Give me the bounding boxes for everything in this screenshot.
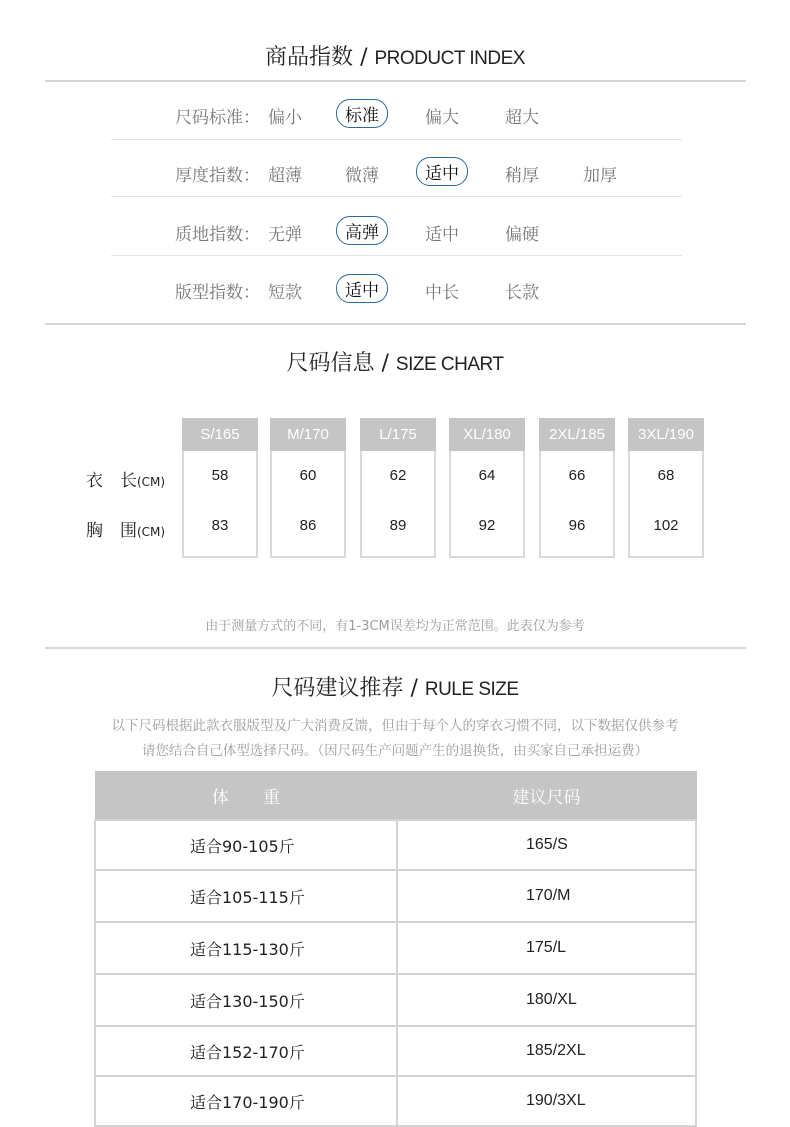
size-cell: 89 xyxy=(389,517,407,534)
index-option: 超大 xyxy=(505,108,539,128)
rule-size-description-line2: 请您结合自己体型选择尺码。（因尺码生产问题产生的退换货，由买家自己承担运费） xyxy=(141,743,649,759)
rule-size-description-line1: 以下尺码根据此款衣服版型及广大消费反馈，但由于每个人的穿衣习惯不同，以下数据仅供参考 xyxy=(111,718,679,734)
size-row-label xyxy=(86,466,165,491)
recommended-size-cell: 170/M xyxy=(397,870,696,922)
product-index-title-en: PRODUCT INDEX xyxy=(374,48,525,69)
index-option: 偏小 xyxy=(268,108,302,128)
index-option: 适中 xyxy=(425,225,459,245)
size-column-header: M/170 xyxy=(270,418,346,451)
size-cell: 92 xyxy=(478,517,496,534)
index-option-selected: 适中 xyxy=(336,274,388,303)
index-row-label: 尺码标准： xyxy=(175,108,260,128)
index-option: 中长 xyxy=(425,283,459,303)
size-cell: 102 xyxy=(653,517,679,534)
index-option: 偏硬 xyxy=(505,225,539,245)
row-divider xyxy=(111,255,682,256)
size-cell: 68 xyxy=(657,467,675,484)
index-row-label: 厚度指数： xyxy=(175,166,260,186)
size-chart-title-en: SIZE CHART xyxy=(395,354,504,375)
index-row-label: 质地指数： xyxy=(175,225,260,245)
size-row-name: 衣 长 xyxy=(86,471,137,491)
divider xyxy=(45,323,746,325)
product-index-title-cn: 商品指数 xyxy=(265,45,354,70)
row-divider xyxy=(111,196,682,197)
index-option-selected: 适中 xyxy=(416,157,468,186)
size-cell: 66 xyxy=(568,467,586,484)
table-row xyxy=(95,870,696,922)
size-row-name: 胸 围 xyxy=(86,521,137,541)
recommended-size-cell: 165/S xyxy=(397,820,696,870)
size-column-header: S/165 xyxy=(182,418,258,451)
size-column-header: 3XL/190 xyxy=(628,418,704,451)
size-cell: 96 xyxy=(568,517,586,534)
index-option: 超薄 xyxy=(268,166,302,186)
table-row xyxy=(95,922,696,974)
weight-header: 体 重 xyxy=(95,772,397,821)
row-divider xyxy=(111,139,682,140)
table-row xyxy=(95,1026,696,1076)
weight-cell: 适合130-150斤 xyxy=(95,974,397,1026)
weight-cell: 适合105-115斤 xyxy=(95,870,397,922)
size-cell: 62 xyxy=(389,467,407,484)
index-option: 无弹 xyxy=(268,225,302,245)
table-row xyxy=(95,1076,696,1126)
size-column-header: L/175 xyxy=(360,418,436,451)
index-option: 短款 xyxy=(268,283,302,303)
weight-cell: 适合115-130斤 xyxy=(95,922,397,974)
index-option-selected: 高弹 xyxy=(336,216,388,245)
size-column-header: 2XL/185 xyxy=(539,418,615,451)
size-cell: 86 xyxy=(299,517,317,534)
index-option: 偏大 xyxy=(425,108,459,128)
product-index-title xyxy=(0,40,790,71)
title-separator: / xyxy=(410,676,418,701)
recommended-size-header: 建议尺码 xyxy=(397,772,696,821)
size-row-unit: (CM) xyxy=(137,475,166,489)
index-option: 加厚 xyxy=(583,166,617,186)
size-column-header: XL/180 xyxy=(449,418,525,451)
index-option: 微薄 xyxy=(345,166,379,186)
size-cell: 58 xyxy=(211,467,229,484)
rule-size-title-en: RULE SIZE xyxy=(424,679,519,700)
size-cell: 60 xyxy=(299,467,317,484)
measurement-note: 由于测量方式的不同，有1-3CM误差均为正常范围。此表仅为参考 xyxy=(205,619,585,634)
table-row xyxy=(95,974,696,1026)
recommended-size-cell: 180/XL xyxy=(397,974,696,1026)
weight-cell: 适合152-170斤 xyxy=(95,1026,397,1076)
size-cell: 83 xyxy=(211,517,229,534)
size-recommendation-table xyxy=(94,771,697,1127)
size-row-label xyxy=(86,516,165,541)
size-chart-title-cn: 尺码信息 xyxy=(286,351,375,376)
rule-size-title xyxy=(0,671,790,702)
index-option-selected: 标准 xyxy=(336,99,388,128)
title-separator: / xyxy=(381,351,389,376)
recommended-size-cell: 190/3XL xyxy=(397,1076,696,1126)
divider xyxy=(45,647,746,649)
weight-cell: 适合170-190斤 xyxy=(95,1076,397,1126)
index-option: 长款 xyxy=(505,283,539,303)
weight-cell: 适合90-105斤 xyxy=(95,820,397,870)
index-option: 稍厚 xyxy=(505,166,539,186)
recommended-size-cell: 185/2XL xyxy=(397,1026,696,1076)
size-chart-title xyxy=(0,346,790,377)
recommended-size-cell: 175/L xyxy=(397,922,696,974)
index-row-label: 版型指数： xyxy=(175,283,260,303)
size-row-unit: (CM) xyxy=(137,525,166,539)
divider xyxy=(45,80,746,82)
rule-size-title-cn: 尺码建议推荐 xyxy=(271,676,404,701)
title-separator: / xyxy=(360,45,368,70)
table-row xyxy=(95,820,696,870)
table-header-row xyxy=(95,772,696,821)
size-cell: 64 xyxy=(478,467,496,484)
